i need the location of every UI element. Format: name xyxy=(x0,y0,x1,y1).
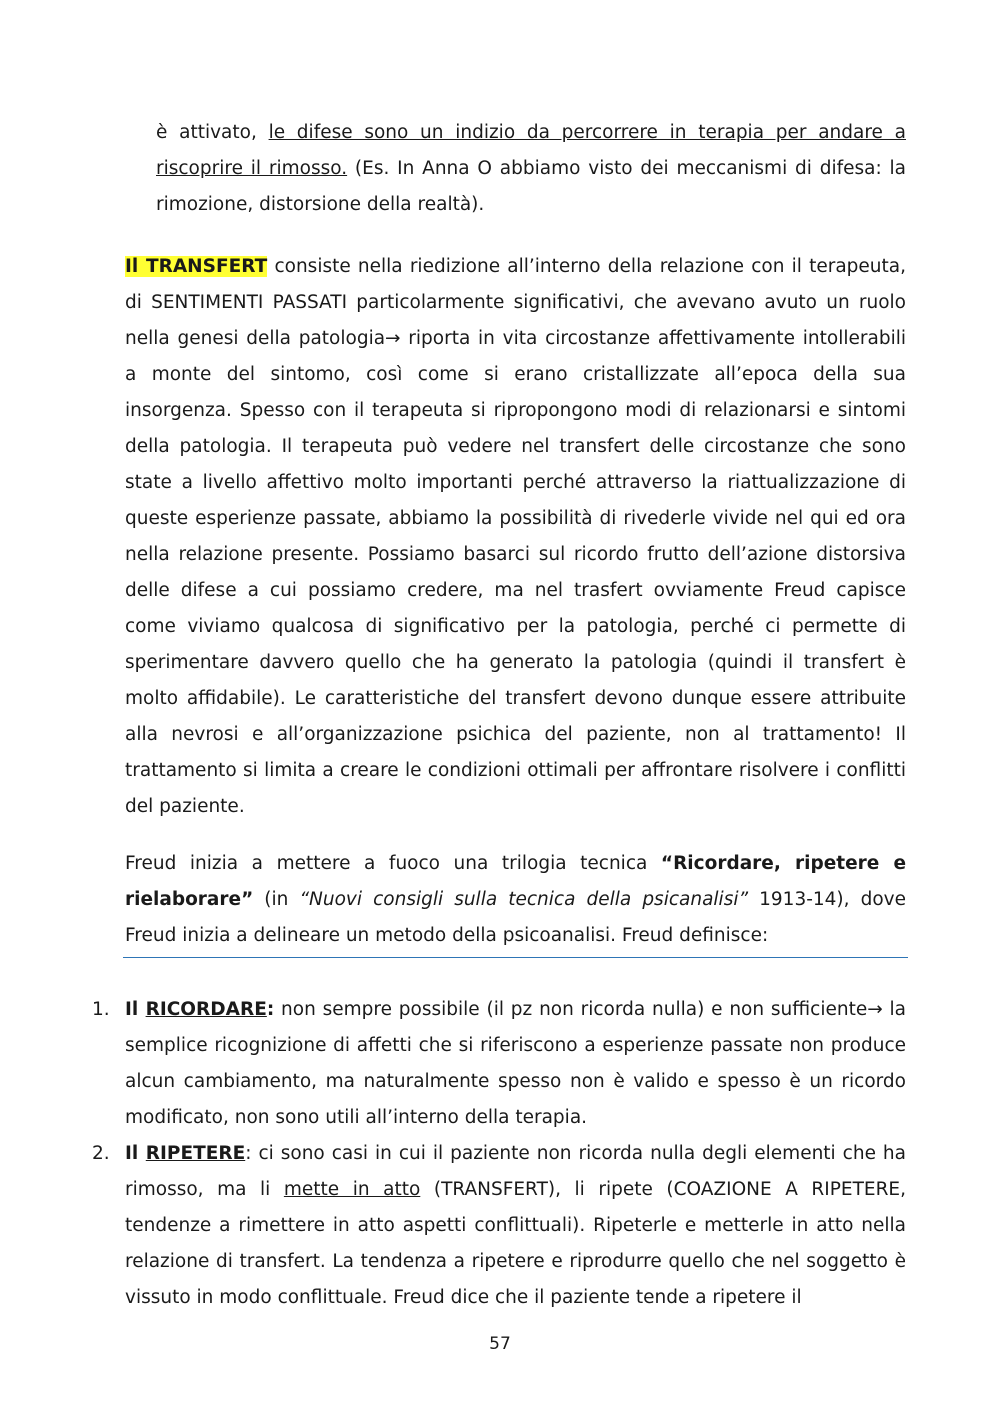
list-underlined-text: mette in atto xyxy=(283,1179,421,1200)
freud-text: Freud inizia a mettere a fuoco una trilogia tecnica xyxy=(125,853,661,874)
list-item xyxy=(92,992,906,1136)
trilogy-title: “Ricordare, ripetere e rielaborare” xyxy=(125,853,906,910)
intro-text: è attivato, xyxy=(156,122,269,143)
freud-text-2: (in xyxy=(253,889,300,910)
freud-paragraph xyxy=(125,846,906,954)
transfert-paragraph xyxy=(125,249,906,825)
list-body: : ci sono casi in cui il paziente non ricorda nulla degli elementi che ha rimosso, ma li xyxy=(125,1143,906,1200)
list-term: RIPETERE xyxy=(145,1143,246,1164)
freud-text-3: 1913-14), dove Freud inizia a delineare un metodo della psicoanalisi. Freud definisce: xyxy=(125,889,906,946)
list-number: 1. xyxy=(92,999,110,1020)
intro-text-end: (Es. In Anna O abbiamo visto dei meccanismi di difesa: la rimozione, distorsione della realtà). xyxy=(156,158,907,215)
list-lead: Il xyxy=(125,1143,146,1164)
list-body-end: (TRANSFERT), li ripete (COAZIONE A RIPETERE, tendenze a rimettere in atto aspetti conflittuali). Ripeterle e metterle in atto nella relazione di transfert. La tendenza a ripetere e riprodurre quello che nel soggetto è vissuto in modo conflittuale. Freud dice che il paziente tende a ripetere il xyxy=(125,1179,906,1308)
section-divider xyxy=(123,957,908,958)
list-term: RICORDARE xyxy=(145,999,267,1020)
list-colon: : xyxy=(266,999,275,1020)
list-item xyxy=(92,1136,906,1316)
book-title: “Nuovi consigli sulla tecnica della psicanalisi” xyxy=(299,889,749,910)
numbered-list xyxy=(92,992,906,1316)
list-body: non sempre possibile (il pz non ricorda nulla) e non sufficiente→ la semplice ricognizione di affetti che si riferiscono a esperienze passate non produce alcun cambiamento, ma naturalmente spesso non è valido e spesso è un ricordo modificato, non sono utili all’interno della terapia. xyxy=(125,999,906,1128)
list-number: 2. xyxy=(92,1143,110,1164)
intro-paragraph xyxy=(156,115,906,223)
intro-underlined-text: le difese sono un indizio da percorrere in terapia per andare a riscoprire il rimosso. xyxy=(156,122,906,179)
transfert-highlight: Il TRANSFERT xyxy=(125,256,268,277)
page-number: 57 xyxy=(489,1334,511,1354)
transfert-body: consiste nella riedizione all’interno della relazione con il terapeuta, di SENTIMENTI PASSATI particolarmente significativi, che avevano avuto un ruolo nella genesi della patologia→ riporta in vita circostanze affettivamente intollerabili a monte del sintomo, così come si erano cristallizzate all’epoca della sua insorgenza. Spesso con il terapeuta si ripropongono modi di relazionarsi e sintomi della patologia. Il terapeuta può vedere nel transfert delle circostanze che sono state a livello affettivo molto importanti perché attraverso la riattualizzazione di queste esperienze passate, abbiamo la possibilità di rivederle vivide nel qui ed ora nella relazione presente. Possiamo basarci sul ricordo frutto dell’azione distorsiva delle difese a cui possiamo credere, ma nel trasfert ovviamente Freud capisce come viviamo qualcosa di significativo per la patologia, perché ci permette di sperimentare davvero quello che ha generato la patologia (quindi il transfert è molto affidabile). Le caratteristiche del transfert devono dunque essere attribuite alla nevrosi e all’organizzazione psichica del paziente, non al trattamento! Il trattamento si limita a creare le condizioni ottimali per affrontare risolvere i conflitti del paziente. xyxy=(125,256,907,817)
list-lead: Il xyxy=(125,999,146,1020)
